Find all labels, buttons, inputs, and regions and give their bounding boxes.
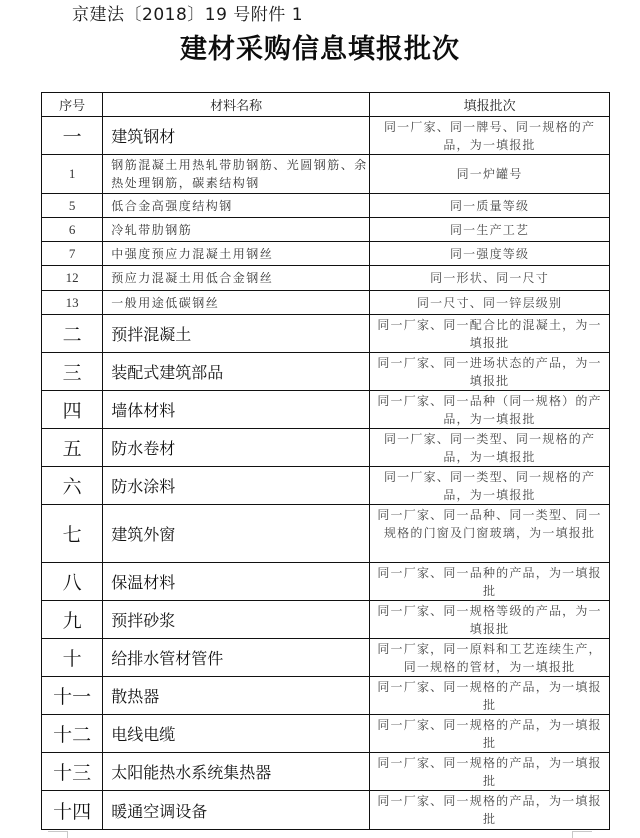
table-row — [42, 353, 610, 391]
serial-number-cell: 一 — [42, 117, 103, 155]
table-row — [42, 639, 610, 677]
filing-batch-cell: 同一生产工艺 — [370, 218, 610, 242]
filing-batch-cell: 同一厂家、同一规格的产品，为一填报批 — [370, 791, 610, 830]
table-row — [42, 791, 610, 830]
table-header-row — [42, 93, 610, 117]
table-row — [42, 291, 610, 315]
material-name-cell: 暖通空调设备 — [103, 791, 370, 830]
filing-batch-cell: 同一尺寸、同一锌层级别 — [370, 291, 610, 315]
serial-number-cell: 1 — [42, 155, 103, 194]
batch-table — [41, 92, 610, 830]
serial-number-cell: 5 — [42, 194, 103, 218]
table-row — [42, 117, 610, 155]
material-name-cell: 太阳能热水系统集热器 — [103, 753, 370, 791]
filing-batch-cell: 同一强度等级 — [370, 242, 610, 266]
serial-number-cell: 九 — [42, 601, 103, 639]
table-row — [42, 242, 610, 266]
material-name-cell: 装配式建筑部品 — [103, 353, 370, 391]
material-name-cell: 墙体材料 — [103, 391, 370, 429]
serial-number-cell: 7 — [42, 242, 103, 266]
table-row — [42, 467, 610, 505]
table-row — [42, 391, 610, 429]
table-row — [42, 505, 610, 563]
table-row — [42, 429, 610, 467]
filing-batch-cell: 同一质量等级 — [370, 194, 610, 218]
filing-batch-cell: 同一厂家、同一牌号、同一规格的产品，为一填报批 — [370, 117, 610, 155]
table-row — [42, 601, 610, 639]
serial-number-cell: 十四 — [42, 791, 103, 830]
material-name-cell: 预拌砂浆 — [103, 601, 370, 639]
serial-number-cell: 十 — [42, 639, 103, 677]
filing-batch-cell: 同一厂家、同一类型、同一规格的产品，为一填报批 — [370, 467, 610, 505]
filing-batch-cell: 同一厂家、同一规格的产品，为一填报批 — [370, 715, 610, 753]
table-row — [42, 266, 610, 291]
material-name-cell: 钢筋混凝土用热轧带肋钢筋、光圆钢筋、余热处理钢筋，碳素结构钢 — [103, 155, 370, 194]
filing-batch-cell: 同一厂家、同一类型、同一规格的产品，为一填报批 — [370, 429, 610, 467]
material-name-cell: 散热器 — [103, 677, 370, 715]
material-name-cell: 冷轧带肋钢筋 — [103, 218, 370, 242]
column-header-serial-number: 序号 — [42, 93, 103, 117]
filing-batch-cell: 同一厂家、同一品种、同一类型、同一规格的门窗及门窗玻璃，为一填报批 — [370, 505, 610, 563]
serial-number-cell: 12 — [42, 266, 103, 291]
material-name-cell: 建筑钢材 — [103, 117, 370, 155]
serial-number-cell: 6 — [42, 218, 103, 242]
material-name-cell: 一般用途低碳钢丝 — [103, 291, 370, 315]
material-name-cell: 预拌混凝土 — [103, 315, 370, 353]
document-reference-number: 京建法〔2018〕19 号附件 1 — [72, 5, 304, 25]
column-header-filing-batch: 填报批次 — [370, 93, 610, 117]
material-name-cell: 给排水管材管件 — [103, 639, 370, 677]
material-name-cell: 预应力混凝土用低合金钢丝 — [103, 266, 370, 291]
column-header-material-name: 材料名称 — [103, 93, 370, 117]
filing-batch-cell: 同一炉罐号 — [370, 155, 610, 194]
serial-number-cell: 四 — [42, 391, 103, 429]
serial-number-cell: 六 — [42, 467, 103, 505]
table-row — [42, 753, 610, 791]
serial-number-cell: 13 — [42, 291, 103, 315]
material-name-cell: 电线电缆 — [103, 715, 370, 753]
table-row — [42, 315, 610, 353]
table-row — [42, 194, 610, 218]
serial-number-cell: 十二 — [42, 715, 103, 753]
document-title: 建材采购信息填报批次 — [180, 34, 460, 64]
material-name-cell: 中强度预应力混凝土用钢丝 — [103, 242, 370, 266]
table-body — [42, 117, 610, 830]
serial-number-cell: 二 — [42, 315, 103, 353]
filing-batch-cell: 同一厂家、同一进场状态的产品，为一填报批 — [370, 353, 610, 391]
table-row — [42, 715, 610, 753]
material-name-cell: 建筑外窗 — [103, 505, 370, 563]
serial-number-cell: 七 — [42, 505, 103, 563]
table-row — [42, 677, 610, 715]
filing-batch-cell: 同一厂家、同一规格等级的产品，为一填报批 — [370, 601, 610, 639]
serial-number-cell: 五 — [42, 429, 103, 467]
filing-batch-cell: 同一形状、同一尺寸 — [370, 266, 610, 291]
filing-batch-cell: 同一厂家、同一配合比的混凝土，为一填报批 — [370, 315, 610, 353]
table-row — [42, 563, 610, 601]
filing-batch-cell: 同一厂家、同一品种（同一规格）的产品，为一填报批 — [370, 391, 610, 429]
table-row — [42, 155, 610, 194]
material-name-cell: 防水卷材 — [103, 429, 370, 467]
filing-batch-cell: 同一厂家，同一原料和工艺连续生产，同一规格的管材，为一填报批 — [370, 639, 610, 677]
material-name-cell: 保温材料 — [103, 563, 370, 601]
serial-number-cell: 十三 — [42, 753, 103, 791]
serial-number-cell: 八 — [42, 563, 103, 601]
material-name-cell: 防水涂料 — [103, 467, 370, 505]
serial-number-cell: 十一 — [42, 677, 103, 715]
filing-batch-cell: 同一厂家、同一规格的产品，为一填报批 — [370, 677, 610, 715]
filing-batch-cell: 同一厂家、同一品种的产品，为一填报批 — [370, 563, 610, 601]
filing-batch-cell: 同一厂家、同一规格的产品，为一填报批 — [370, 753, 610, 791]
table-row — [42, 218, 610, 242]
serial-number-cell: 三 — [42, 353, 103, 391]
material-name-cell: 低合金高强度结构钢 — [103, 194, 370, 218]
